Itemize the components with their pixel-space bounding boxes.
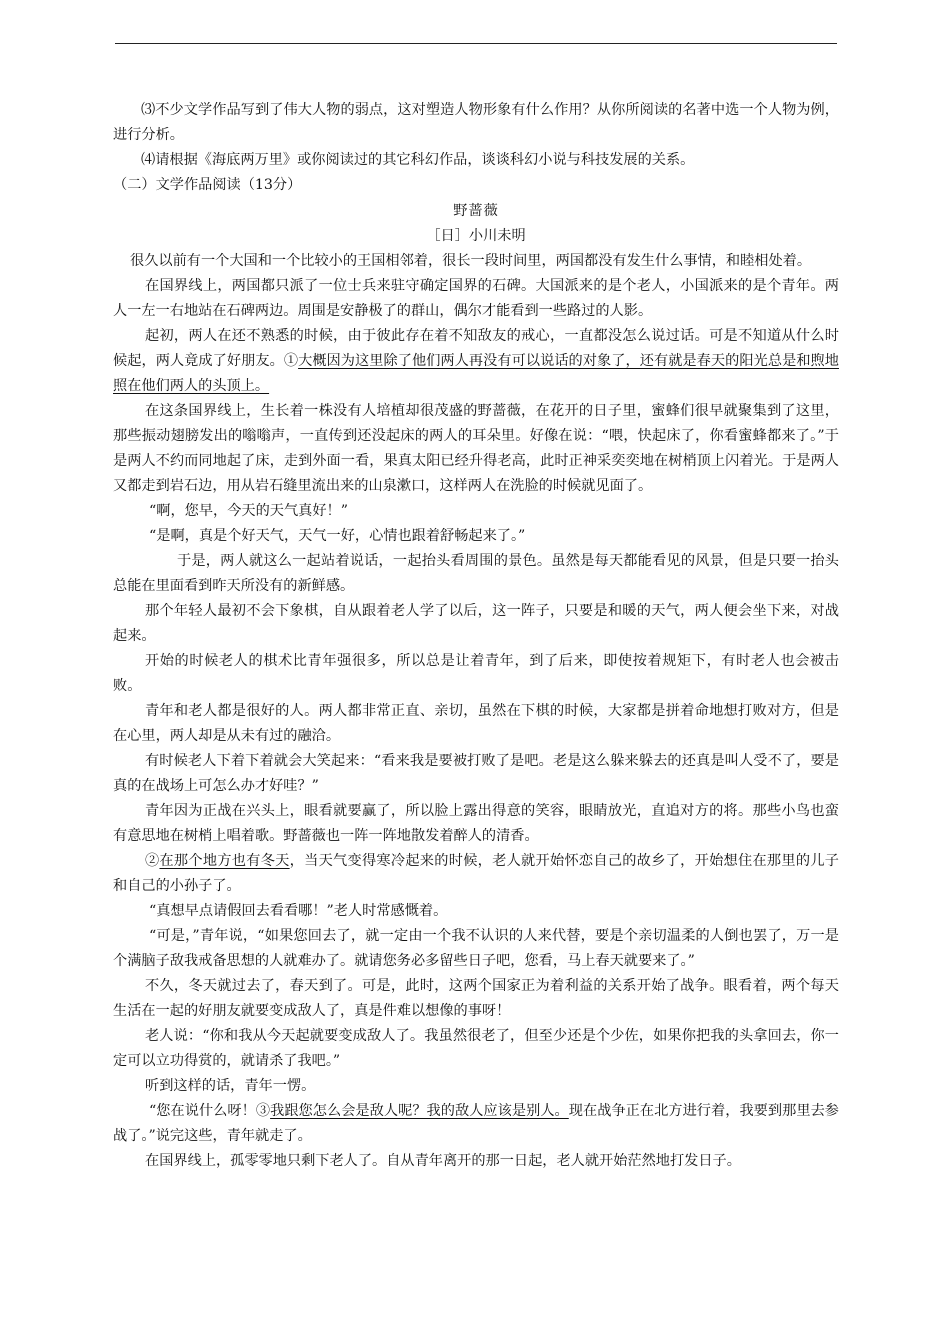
story-title: 野蔷薇 xyxy=(453,203,499,219)
section-heading: （二）文学作品阅读（13分） xyxy=(113,177,302,193)
paragraph xyxy=(113,1099,839,1149)
annotation-mark-2: ② xyxy=(145,853,160,869)
paragraph: 在国界线上，两国都只派了一位士兵来驻守确定国界的石碑。大国派来的是个老人，小国派来的是个青年。两人一左一右地站在石碑两边。周围是安静极了的群山，偶尔才能看到一些路过的人影。 xyxy=(113,278,839,319)
underlined-sentence-2: 在那个地方也有冬天 xyxy=(159,853,290,869)
header-rule xyxy=(115,43,837,44)
paragraph: 于是，两人就这么一起站着说话，一起抬头看周围的景色。虽然是每天都能看见的风景，但是只要一抬头总能在里面看到昨天所没有的新鲜感。 xyxy=(113,553,839,594)
paragraph: 那个年轻人最初不会下象棋，自从跟着老人学了以后，这一阵子，只要是和暖的天气，两人便会坐下来，对战起来。 xyxy=(113,603,839,644)
paragraph-text: 现在战争正在北方进行着，我要到那里去参战了。”说完这些，青年就走了。 xyxy=(113,1103,839,1144)
paragraph: 有时候老人下着下着就会大笑起来：“看来我是要被打败了是吧。老是这么躲来躲去的还真是叫人受不了，要是真的在战场上可怎么办才好哇？” xyxy=(113,753,839,794)
paragraph: 在这条国界线上，生长着一株没有人培植却很茂盛的野蔷薇，在花开的日子里，蜜蜂们很早就聚集到了这里，那些振动翅膀发出的嗡嗡声，一直传到还没起床的两人的耳朵里。好像在说：“喂，快起床了，你看蜜蜂都来了。”于是两人不约而同地起了床，走到外面一看，果真太阳已经升得老高，此时正神采奕奕地在树梢顶上闪着光。于是两人又都走到岩石边，用从岩石缝里流出来的山泉漱口，这样两人在洗脸的时候就见面了。 xyxy=(113,403,839,494)
story-author: ［日］小川未明 xyxy=(426,228,526,244)
annotation-mark-3: ③ xyxy=(255,1103,271,1119)
document-body xyxy=(113,98,839,1174)
paragraph: 老人说：“你和我从今天起就要变成敌人了。我虽然很老了，但至少还是个少佐，如果你把我的头拿回去，你一定可以立功得赏的，就请杀了我吧。” xyxy=(113,1028,839,1069)
paragraph: 青年和老人都是很好的人。两人都非常正直、亲切，虽然在下棋的时候，大家都是拼着命地想打败对方，但是在心里，两人却是从未有过的融洽。 xyxy=(113,703,839,744)
paragraph: 青年因为正战在兴头上，眼看就要赢了，所以脸上露出得意的笑容，眼睛放光，直追对方的将。那些小鸟也蛮有意思地在树梢上唱着歌。野蔷薇也一阵一阵地散发着醉人的清香。 xyxy=(113,803,839,844)
dialogue-line: “啊，您早，今天的天气真好！” xyxy=(149,503,348,519)
paragraph xyxy=(113,324,839,399)
question-3: ⑶不少文学作品写到了伟大人物的弱点，这对塑造人物形象有什么作用？从你所阅读的名著中选一个人物为例，进行分析。 xyxy=(113,102,839,143)
paragraph: 很久以前有一个大国和一个比较小的王国相邻着，很长一段时间里，两国都没有发生什么事情，和睦相处着。 xyxy=(130,253,812,269)
paragraph: 不久，冬天就过去了，春天到了。可是，此时，这两个国家正为着利益的关系开始了战争。眼看着，两个每天生活在一起的好朋友就要变成敌人了，真是件难以想像的事呀！ xyxy=(113,978,839,1019)
question-4: ⑷请根据《海底两万里》或你阅读过的其它科幻作品，谈谈科幻小说与科技发展的关系。 xyxy=(141,152,695,168)
underlined-sentence-1: 大概因为这里除了他们两人再没有可以说话的对象了，还有就是春天的阳光总是和煦地照在他们两人的头顶上。 xyxy=(113,353,839,394)
paragraph xyxy=(113,849,839,899)
paragraph: 在国界线上，孤零零地只剩下老人了。自从青年离开的那一日起，老人就开始茫然地打发日子。 xyxy=(145,1153,741,1169)
paragraph: 开始的时候老人的棋术比青年强很多，所以总是让着青年，到了后来，即使按着规矩下，有时老人也会被击败。 xyxy=(113,653,839,694)
paragraph-text: ，当天气变得寒冷起来的时候，老人就开始怀恋自己的故乡了，开始想住在那里的儿子和自己的小孙子了。 xyxy=(113,853,839,894)
paragraph: “可是，”青年说，“如果您回去了，就一定由一个我不认识的人来代替，要是个亲切温柔的人倒也罢了，万一是个满脑子敌我戒备思想的人就难办了。就请您务必多留些日子吧，您看，马上春天就要来了。” xyxy=(113,928,839,969)
paragraph-text: “您在说什么呀！ xyxy=(149,1103,256,1119)
dialogue-line: “真想早点请假回去看看哪！”老人时常感慨着。 xyxy=(149,903,448,919)
dialogue-line: “是啊，真是个好天气，天气一好，心情也跟着舒畅起来了。” xyxy=(149,528,526,544)
paragraph: 听到这样的话，青年一愣。 xyxy=(145,1078,316,1094)
annotation-mark-1: ① xyxy=(283,353,299,369)
paragraph-text: 起初，两人在还不熟悉的时候，由于彼此存在着不知敌友的戒心，一直都没怎么说过话。可是不知道从什么时候起，两人竟成了好朋友。 xyxy=(113,328,839,369)
underlined-sentence-3: 我跟您怎么会是敌人呢？我的敌人应该是别人。 xyxy=(270,1103,569,1119)
